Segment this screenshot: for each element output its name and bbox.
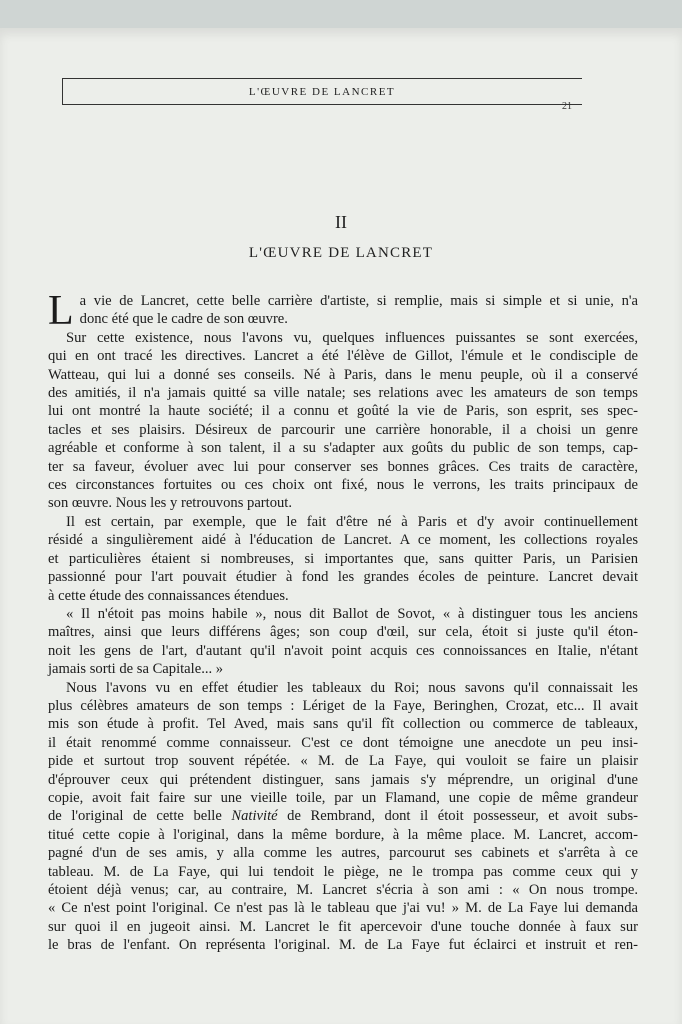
text-line: résidé a singulièrement aidé à l'éducation de Lancret. A ce moment, les collections royales (48, 532, 638, 549)
text-line: étoient déjà venus; car, au contraire, M. Lancret s'écria à son ami : « On nous trompe. (48, 882, 638, 898)
text-line: passionné pour l'art pouvait étudier à fond les grandes écoles de peinture. Lancret devait (48, 569, 638, 586)
text-line: lui ont montré la haute société; il a connu et goûté la vie de Paris, son esprit, ses spec- (48, 403, 638, 420)
chapter-number: II (335, 212, 347, 232)
chapter-title: L'ŒUVRE DE LANCRET (248, 245, 434, 261)
text-line: à cette étude des connaissances étendues. (48, 587, 289, 604)
text-line: qui en ont tracé les directives. Lancret a été l'élève de Gillot, l'émule et le condisciple de (48, 348, 638, 365)
text-line: Watteau, qui lui a donné ses conseils. Né à Paris, dans le menu peuple, où il a conservé (48, 366, 638, 383)
text-line: sur quoi il en jugeoit ainsi. M. Lancret le fit apercevoir d'une touche donnée à faux sur (48, 918, 638, 935)
running-head: L'ŒUVRE DE LANCRET (248, 86, 396, 98)
text-line: mis son étude à profit. Tel Aved, mais sans qu'il fît collection ou commerce de tableaux, (48, 716, 638, 733)
body-text (48, 288, 638, 955)
text-line: La vie de Lancret, cette belle carrière d'artiste, si remplie, mais si simple et si unie, n'a (48, 288, 638, 334)
text-line: son œuvre. Nous les y retrouvons partout. (48, 495, 293, 512)
artwork-title: Nativité (231, 808, 278, 825)
text-line: tacles et ses plaisirs. Désireux de parcourir une carrière honorable, il a choisi un genre (48, 421, 638, 438)
text-line: d'éprouver ceux qui prétendent distinguer, sans jamais s'y méprendre, un original d'une (48, 771, 638, 788)
text-line: maîtres, ainsi que leurs différens âges; son coup d'œil, sur cela, étoit si juste qu'il éton- (48, 624, 638, 641)
text-line: agréable et conforme à son talent, il a su s'adapter aux goûts du public de son temps, cap- (48, 440, 638, 457)
text-line: « Il n'étoit pas moins habile », nous dit Ballot de Sovot, « à distinguer tous les anciens (66, 605, 638, 622)
text-line: titué cette copie à l'original, dans la même bordure, à la même place. M. Lancret, accom- (48, 826, 638, 843)
text-line: Il est certain, par exemple, que le fait d'être né à Paris et d'y avoir continuellement (66, 513, 638, 530)
text-line: copie, avoit fait faire sur une vieille toile, par un Flamand, une copie de même grandeur (48, 789, 638, 806)
text-line: de l'original de cette belle Nativité de Rembrand, dont il étoit possesseur, et avoit subs- (48, 808, 638, 825)
drop-cap: L (48, 288, 74, 334)
text-line: plus célèbres amateurs de son temps : Lériget de la Faye, Beringhen, Crozat, etc... Il avait (48, 697, 638, 714)
header-rule-bottom (62, 104, 582, 105)
text-line: Sur cette existence, nous l'avons vu, quelques influences puissantes se sont exercées, (66, 329, 638, 346)
page-number: 21 (562, 101, 572, 112)
text-line: « Ce n'est point l'original. Ce n'est pas là le tableau que j'ai vu! » M. de La Faye lui demanda (48, 900, 638, 917)
text-line: des amitiés, il n'a jamais quitté sa ville natale; ses relations avec les amateurs de son temps (48, 385, 638, 402)
text-line: noit les gens de l'art, d'autant qu'il n'avoit point acquis ces connoissances en Italie, n'étant (48, 642, 638, 659)
text-line: jamais sorti de sa Capitale... » (48, 661, 224, 678)
text-line: tableau. M. de La Faye, qui lui tendoit le piège, ne le trompa pas comme ceux qui y (48, 863, 638, 880)
text-line: ces circonstances fortuites ou ces choix ont fixé, nous le verrons, les traits principaux de (48, 477, 638, 494)
text-line: pagné d'un de ses amis, y alla comme les autres, parcourut ses cabinets et s'arrêta à ce (48, 845, 638, 862)
text-line: donc été que le cadre de son œuvre. (79, 311, 288, 328)
header-rule-top (62, 78, 582, 79)
text-line: et particulières étaient si nombreuses, si importantes que, sans quitter Paris, un Parisien (48, 550, 638, 567)
text-line: le bras de l'enfant. On représenta l'original. M. de La Faye fut éclairci et instruit et ren- (48, 937, 638, 954)
text-line: pide et surtout trop souvent répétée. « M. de La Faye, qui vouloit se faire un plaisir (48, 753, 638, 770)
text-line: ter sa faveur, évoluer avec lui pour conserver ses bonnes grâces. Ces traits de caractère, (48, 458, 638, 475)
text-line: Nous l'avons vu en effet étudier les tableaux du Roi; nous savons qu'il connaissait les (66, 679, 638, 696)
text-line: il était renommé comme connaisseur. C'est ce dont témoigne une anecdote un peu insi- (48, 734, 638, 751)
